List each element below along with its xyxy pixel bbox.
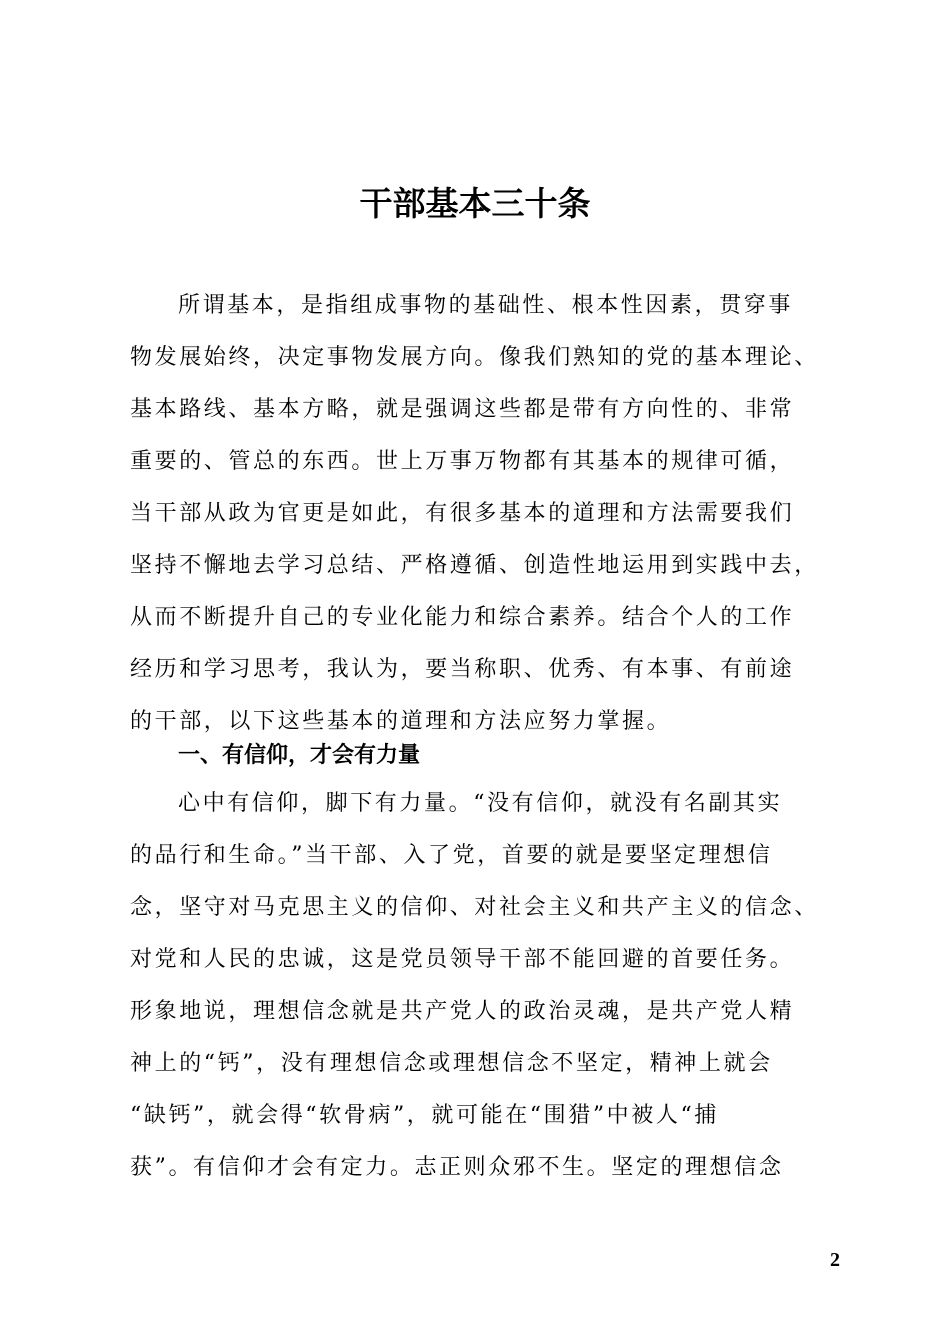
paragraph-line: 从而不断提升自己的专业化能力和综合素养。结合个人的工作 <box>130 605 795 630</box>
paragraph-line: 获”。有信仰才会有定力。志正则众邪不生。坚定的理想信念 <box>130 1155 784 1180</box>
paragraph-line: 形象地说，理想信念就是共产党人的政治灵魂，是共产党人精 <box>130 999 795 1024</box>
paragraph-line: 物发展始终，决定事物发展方向。像我们熟知的党的基本理论、 <box>130 345 819 370</box>
paragraph-line: 的干部，以下这些基本的道理和方法应努力掌握。 <box>130 709 672 734</box>
paragraph-line: 神上的“钙”，没有理想信念或理想信念不坚定，精神上就会 <box>130 1051 773 1076</box>
document-title: 干部基本三十条 <box>359 184 591 223</box>
paragraph-line: 当干部从政为官更是如此，有很多基本的道理和方法需要我们 <box>130 501 795 526</box>
paragraph-line: 对党和人民的忠诚，这是党员领导干部不能回避的首要任务。 <box>130 947 795 972</box>
paragraph-line: 经历和学习思考，我认为，要当称职、优秀、有本事、有前途 <box>130 657 795 682</box>
page-number: 2 <box>830 1249 840 1271</box>
paragraph-line: 坚持不懈地去学习总结、严格遵循、创造性地运用到实践中去， <box>130 553 819 578</box>
paragraph-line: 念，坚守对马克思主义的信仰、对社会主义和共产主义的信念、 <box>130 895 819 920</box>
intro-paragraph <box>130 280 830 748</box>
section-heading: 一、有信仰，才会有力量 <box>178 743 421 768</box>
paragraph-line: 所谓基本，是指组成事物的基础性、根本性因素，贯穿事 <box>178 293 794 318</box>
paragraph-line: “缺钙”，就会得“软骨病”，就可能在“围猎”中被人“捕 <box>130 1103 719 1128</box>
paragraph-line: 心中有信仰，脚下有力量。“没有信仰，就没有名副其实 <box>178 791 783 816</box>
section-paragraph <box>130 778 830 1194</box>
paragraph-line: 重要的、管总的东西。世上万事万物都有其基本的规律可循， <box>130 449 795 474</box>
paragraph-line: 的品行和生命。”当干部、入了党，首要的就是要坚定理想信 <box>130 843 773 868</box>
paragraph-line: 基本路线、基本方略，就是强调这些都是带有方向性的、非常 <box>130 397 795 422</box>
